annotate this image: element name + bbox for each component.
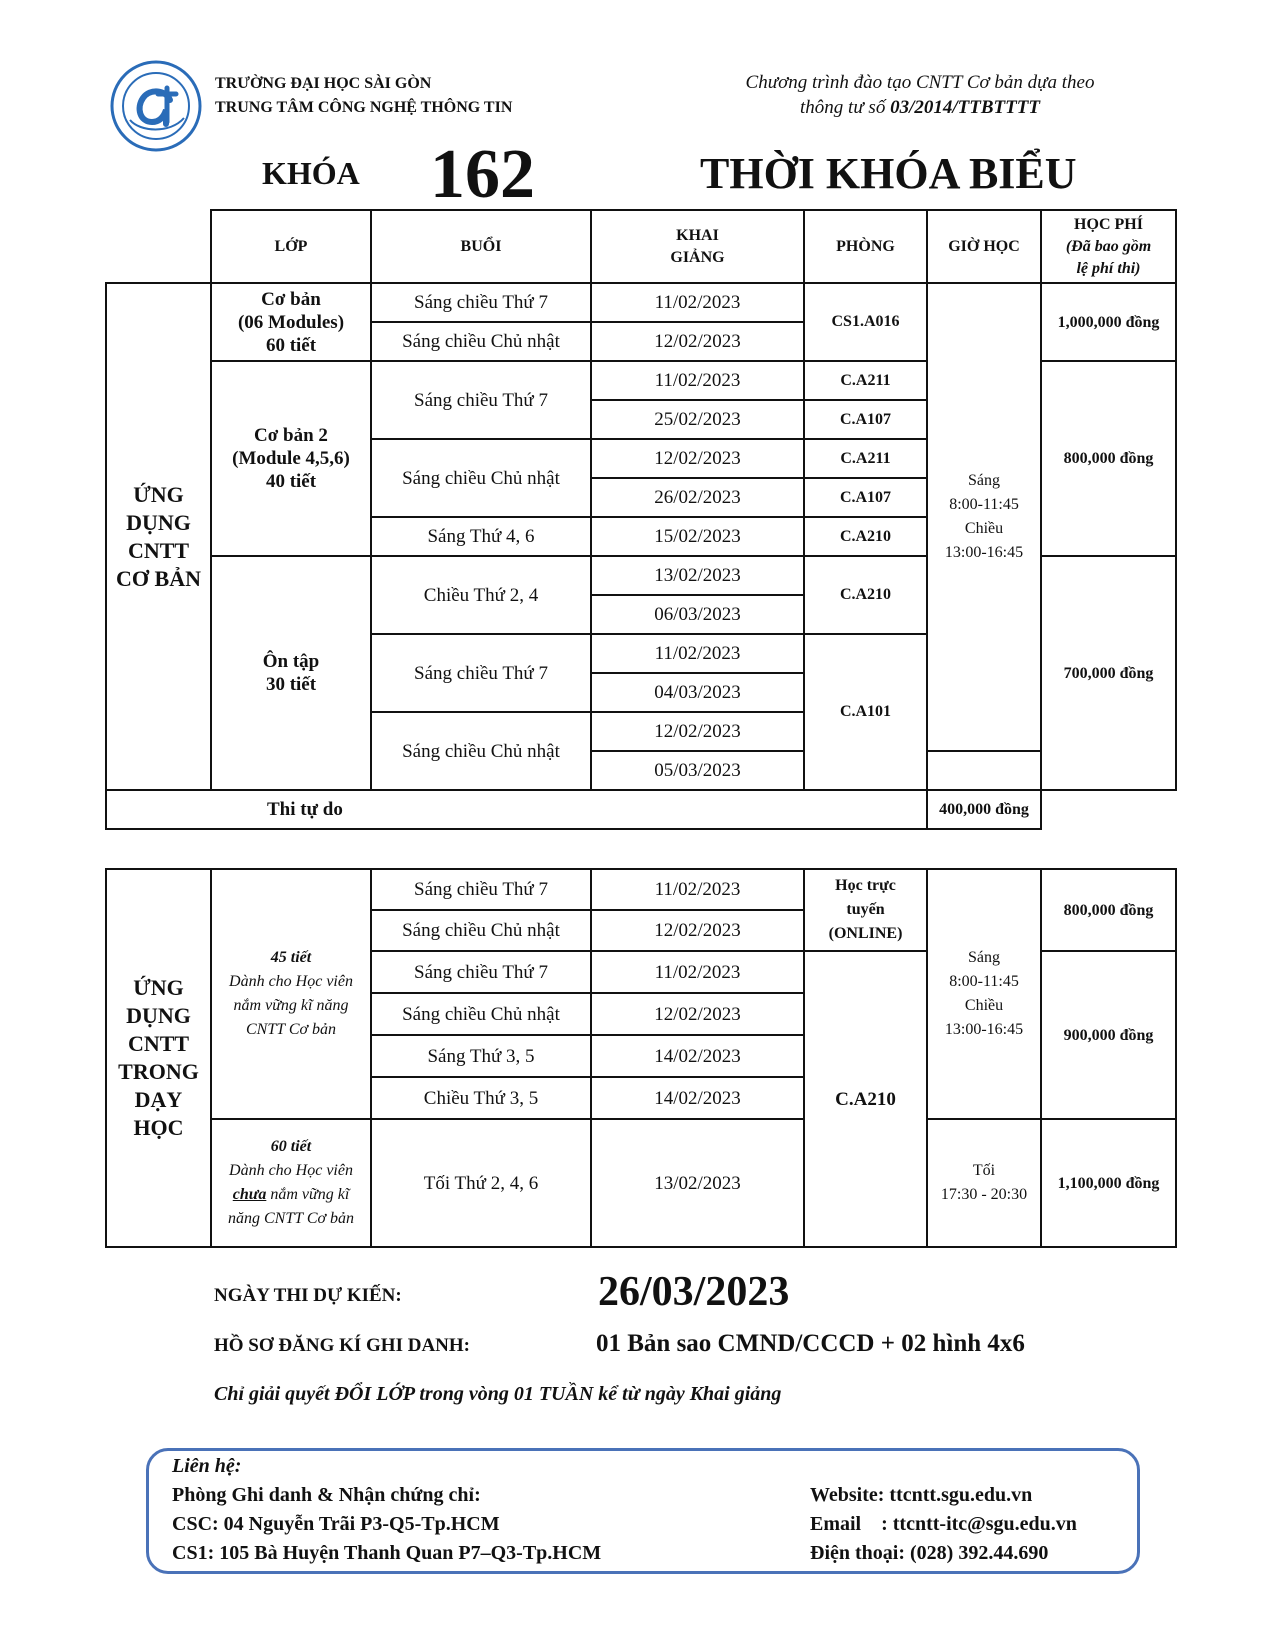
chua-underlined: chưa <box>232 1186 267 1203</box>
contact-address-block <box>172 1452 601 1568</box>
class-change-note: Chỉ giải quyết ĐỔI LỚP trong vòng 01 TUẦN kể từ ngày Khai giảng <box>214 1383 782 1405</box>
session-cell: Sáng Thứ 4, 6 <box>371 517 591 556</box>
session-cell: Sáng chiều Thứ 7 <box>371 951 591 993</box>
start-date-cell: 11/02/2023 <box>591 951 804 993</box>
fee-cell: 700,000 đồng <box>1041 556 1176 790</box>
category-ung-dung-cntt-co-ban: ỨNG DỤNG CNTT CƠ BẢN <box>106 283 211 790</box>
room-online: Học trực tuyến (ONLINE) <box>804 869 927 951</box>
session-cell: Chiều Thứ 2, 4 <box>371 556 591 634</box>
course-label: KHÓA <box>262 155 360 191</box>
start-date-cell: 13/02/2023 <box>591 556 804 595</box>
session-cell: Chiều Thứ 3, 5 <box>371 1077 591 1119</box>
session-cell: Sáng chiều Thứ 7 <box>371 869 591 910</box>
room-cell: C.A210 <box>804 951 927 1247</box>
program-line-2-prefix: thông tư số <box>800 97 891 118</box>
category-ung-dung-cntt-trong-day-hoc: ỨNG DỤNG CNTT TRONG DẠY HỌC <box>106 869 211 1247</box>
start-date-cell: 12/02/2023 <box>591 910 804 951</box>
room-cell: C.A211 <box>804 361 927 400</box>
start-date-cell: 12/02/2023 <box>591 322 804 361</box>
fee-cell: 900,000 đồng <box>1041 951 1176 1119</box>
contact-online-block <box>810 1481 1077 1568</box>
room-cell: C.A101 <box>804 634 927 790</box>
room-cell: C.A107 <box>804 400 927 439</box>
header-buoi: BUỔI <box>371 210 591 283</box>
saigon-university-itc-logo <box>110 60 202 152</box>
session-cell: Sáng chiều Thứ 7 <box>371 634 591 712</box>
start-date-cell: 05/03/2023 <box>591 751 804 790</box>
start-date-cell: 14/02/2023 <box>591 1077 804 1119</box>
hours-cell: Sáng 8:00-11:45 Chiều 13:00-16:45 <box>927 869 1041 1119</box>
room-cell: CS1.A016 <box>804 283 927 361</box>
header-phong: PHÒNG <box>804 210 927 283</box>
class-45-tiet: 45 tiết Dành cho Học viên nắm vững kĩ năng CNTT Cơ bản <box>211 869 371 1119</box>
course-number: 162 <box>430 136 535 213</box>
header-hoc-phi: HỌC PHÍ (Đã bao gồm lệ phí thi) <box>1041 210 1176 283</box>
class-60-tiet: 60 tiết Dành cho Học viên chưa nắm vững kĩ năng CNTT Cơ bản <box>211 1119 371 1247</box>
header-gio-hoc: GIỜ HỌC <box>927 210 1041 283</box>
institution-line-1: TRƯỜNG ĐẠI HỌC SÀI GÒN <box>215 75 432 92</box>
session-cell: Tối Thứ 2, 4, 6 <box>371 1119 591 1247</box>
program-reference <box>700 70 1140 120</box>
start-date-cell: 11/02/2023 <box>591 283 804 322</box>
contact-title: Liên hệ: <box>172 1455 242 1477</box>
start-date-cell: 12/02/2023 <box>591 439 804 478</box>
start-date-cell: 11/02/2023 <box>591 634 804 673</box>
room-cell: C.A107 <box>804 478 927 517</box>
contact-phone: Điện thoại: (028) 392.44.690 <box>810 1542 1049 1564</box>
schedule-table-basic <box>105 209 1177 830</box>
start-date-cell: 11/02/2023 <box>591 869 804 910</box>
start-date-cell: 13/02/2023 <box>591 1119 804 1247</box>
fee-cell: 400,000 đồng <box>927 790 1041 829</box>
contact-cs1-address: CS1: 105 Bà Huyện Thanh Quan P7–Q3-Tp.HCM <box>172 1542 602 1564</box>
start-date-cell: 12/02/2023 <box>591 712 804 751</box>
session-cell: Sáng chiều Chủ nhật <box>371 910 591 951</box>
start-date-cell: 25/02/2023 <box>591 400 804 439</box>
room-cell: C.A211 <box>804 439 927 478</box>
hours-cell: Sáng 8:00-11:45 Chiều 13:00-16:45 <box>927 283 1041 751</box>
institution-name <box>215 72 512 120</box>
session-cell: Sáng chiều Chủ nhật <box>371 993 591 1035</box>
session-cell: Sáng chiều Chủ nhật <box>371 322 591 361</box>
header-khai-giang: KHAI GIẢNG <box>591 210 804 283</box>
room-cell: C.A210 <box>804 517 927 556</box>
contact-office: Phòng Ghi danh & Nhận chứng chỉ: <box>172 1484 481 1506</box>
start-date-cell: 11/02/2023 <box>591 361 804 400</box>
session-cell: Sáng chiều Thứ 7 <box>371 361 591 439</box>
circular-number: 03/2014/TTBTTTT <box>890 97 1040 118</box>
start-date-cell: 04/03/2023 <box>591 673 804 712</box>
class-co-ban-2: Cơ bản 2 (Module 4,5,6) 40 tiết <box>211 361 371 556</box>
session-cell: Sáng chiều Chủ nhật <box>371 439 591 517</box>
session-cell: Sáng chiều Chủ nhật <box>371 712 591 790</box>
start-date-cell: 12/02/2023 <box>591 993 804 1035</box>
exam-date-value: 26/03/2023 <box>598 1269 790 1315</box>
registration-docs-value: 01 Bản sao CMND/CCCD + 02 hình 4x6 <box>596 1330 1025 1357</box>
contact-website[interactable]: Website: ttcntt.sgu.edu.vn <box>810 1484 1033 1506</box>
hours-cell-evening: Tối 17:30 - 20:30 <box>927 1119 1041 1247</box>
class-co-ban: Cơ bản (06 Modules) 60 tiết <box>211 283 371 361</box>
session-cell: Sáng Thứ 3, 5 <box>371 1035 591 1077</box>
start-date-cell: 06/03/2023 <box>591 595 804 634</box>
program-line-1: Chương trình đào tạo CNTT Cơ bản dựa theo <box>745 72 1095 93</box>
session-cell: Sáng chiều Thứ 7 <box>371 283 591 322</box>
fee-cell: 800,000 đồng <box>1041 361 1176 556</box>
registration-docs-label: HỒ SƠ ĐĂNG KÍ GHI DANH: <box>214 1335 470 1356</box>
contact-email[interactable]: Email : ttcntt-itc@sgu.edu.vn <box>810 1513 1077 1535</box>
start-date-cell: 14/02/2023 <box>591 1035 804 1077</box>
fee-cell: 800,000 đồng <box>1041 869 1176 951</box>
page-title: THỜI KHÓA BIỂU <box>700 149 1077 198</box>
institution-line-2: TRUNG TÂM CÔNG NGHỆ THÔNG TIN <box>215 99 513 116</box>
fee-cell: 1,100,000 đồng <box>1041 1119 1176 1247</box>
start-date-cell: 26/02/2023 <box>591 478 804 517</box>
header-lop: LỚP <box>211 210 371 283</box>
exam-date-label: NGÀY THI DỰ KIẾN: <box>214 1285 402 1306</box>
fee-cell: 1,000,000 đồng <box>1041 283 1176 361</box>
thi-tu-do-label: Thi tự do <box>106 790 927 829</box>
room-cell: C.A210 <box>804 556 927 634</box>
class-on-tap: Ôn tập 30 tiết <box>211 556 371 790</box>
schedule-table-teaching <box>105 868 1177 1248</box>
contact-csc-address: CSC: 04 Nguyễn Trãi P3-Q5-Tp.HCM <box>172 1513 500 1535</box>
start-date-cell: 15/02/2023 <box>591 517 804 556</box>
